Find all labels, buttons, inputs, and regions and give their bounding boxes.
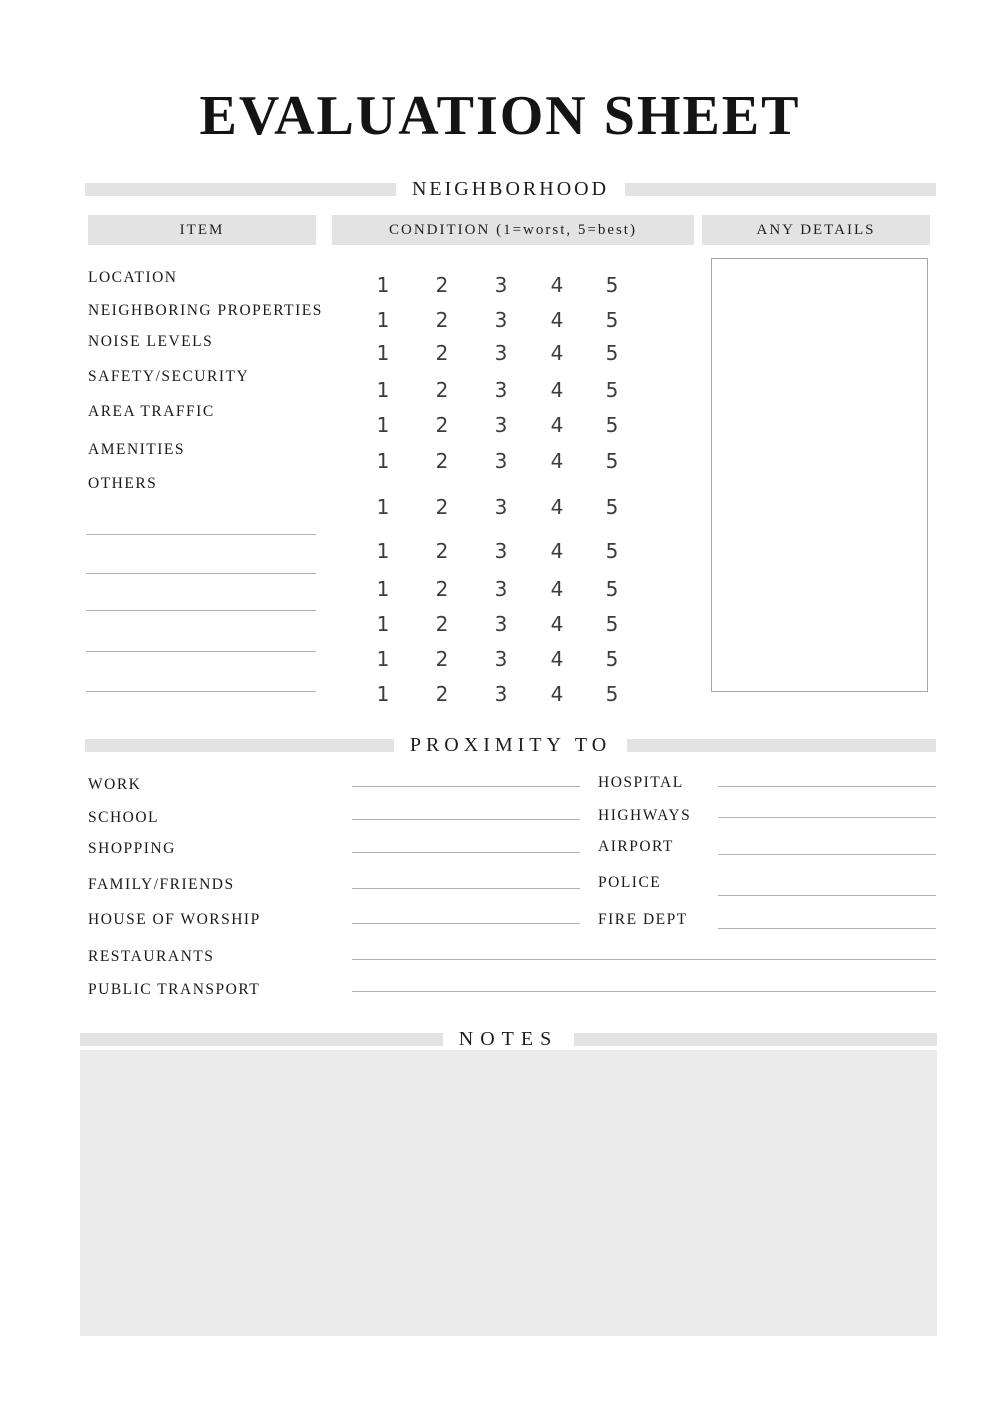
proximity-label: SHOPPING	[88, 840, 176, 857]
any-details-box[interactable]	[711, 258, 928, 692]
rating-option-4[interactable]: 4	[550, 413, 564, 437]
rating-option-1[interactable]: 1	[376, 341, 390, 365]
proximity-section-header	[85, 731, 936, 759]
rating-row	[332, 377, 694, 403]
item-label: SAFETY/SECURITY	[88, 368, 250, 385]
rating-option-4[interactable]: 4	[550, 449, 564, 473]
rating-option-2[interactable]: 2	[435, 647, 449, 671]
proximity-label: POLICE	[598, 874, 662, 891]
rating-option-1[interactable]: 1	[376, 413, 390, 437]
rating-option-1[interactable]: 1	[376, 612, 390, 636]
proximity-line[interactable]	[352, 959, 936, 960]
rating-option-2[interactable]: 2	[435, 449, 449, 473]
item-label: NOISE LEVELS	[88, 333, 214, 350]
proximity-label: PUBLIC TRANSPORT	[88, 981, 261, 998]
proximity-label: SCHOOL	[88, 809, 160, 826]
rating-option-2[interactable]: 2	[435, 682, 449, 706]
item-blank-line[interactable]	[86, 534, 316, 535]
rating-option-5[interactable]: 5	[605, 378, 619, 402]
rating-option-3[interactable]: 3	[494, 449, 508, 473]
proximity-line[interactable]	[718, 895, 936, 896]
item-label: NEIGHBORING PROPERTIES	[88, 302, 323, 319]
rating-option-3[interactable]: 3	[494, 273, 508, 297]
proximity-label: RESTAURANTS	[88, 948, 215, 965]
proximity-line[interactable]	[352, 786, 580, 787]
item-label: AMENITIES	[88, 441, 186, 458]
rating-row	[332, 340, 694, 366]
rating-option-5[interactable]: 5	[605, 612, 619, 636]
rating-option-4[interactable]: 4	[550, 612, 564, 636]
proximity-line[interactable]	[352, 888, 580, 889]
rating-option-4[interactable]: 4	[550, 378, 564, 402]
rating-option-3[interactable]: 3	[494, 495, 508, 519]
rating-option-2[interactable]: 2	[435, 413, 449, 437]
rating-option-4[interactable]: 4	[550, 682, 564, 706]
column-header-any-details: ANY DETAILS	[702, 215, 930, 245]
rating-row	[332, 538, 694, 564]
rating-option-3[interactable]: 3	[494, 647, 508, 671]
rating-option-1[interactable]: 1	[376, 647, 390, 671]
rating-option-5[interactable]: 5	[605, 539, 619, 563]
rating-option-4[interactable]: 4	[550, 308, 564, 332]
proximity-label: HOSPITAL	[598, 774, 684, 791]
rating-option-3[interactable]: 3	[494, 682, 508, 706]
column-header-item: ITEM	[88, 215, 316, 245]
rating-option-3[interactable]: 3	[494, 577, 508, 601]
item-blank-line[interactable]	[86, 573, 316, 574]
rating-option-1[interactable]: 1	[376, 308, 390, 332]
column-header-condition: CONDITION (1=worst, 5=best)	[332, 215, 694, 245]
neighborhood-section-header	[85, 175, 936, 203]
rating-row	[332, 611, 694, 637]
rating-row	[332, 448, 694, 474]
rating-option-2[interactable]: 2	[435, 341, 449, 365]
rating-option-5[interactable]: 5	[605, 413, 619, 437]
rating-option-2[interactable]: 2	[435, 577, 449, 601]
proximity-line[interactable]	[718, 817, 936, 818]
rating-row	[332, 576, 694, 602]
rating-option-3[interactable]: 3	[494, 341, 508, 365]
rating-option-1[interactable]: 1	[376, 682, 390, 706]
rating-option-5[interactable]: 5	[605, 647, 619, 671]
rating-option-1[interactable]: 1	[376, 495, 390, 519]
notes-section-header	[80, 1025, 937, 1053]
rating-option-3[interactable]: 3	[494, 612, 508, 636]
proximity-line[interactable]	[718, 854, 936, 855]
rating-option-2[interactable]: 2	[435, 378, 449, 402]
proximity-label: HOUSE OF WORSHIP	[88, 911, 261, 928]
neighborhood-section-label: NEIGHBORHOOD	[396, 177, 625, 202]
proximity-line[interactable]	[352, 852, 580, 853]
page-title: EVALUATION SHEET	[199, 85, 801, 147]
rating-option-2[interactable]: 2	[435, 273, 449, 297]
rating-option-5[interactable]: 5	[605, 495, 619, 519]
rating-row	[332, 681, 694, 707]
rating-option-3[interactable]: 3	[494, 413, 508, 437]
item-label: AREA TRAFFIC	[88, 403, 215, 420]
rating-option-4[interactable]: 4	[550, 647, 564, 671]
rating-option-1[interactable]: 1	[376, 539, 390, 563]
proximity-label: HIGHWAYS	[598, 807, 692, 824]
rating-option-5[interactable]: 5	[605, 577, 619, 601]
rating-option-1[interactable]: 1	[376, 273, 390, 297]
item-blank-line[interactable]	[86, 691, 316, 692]
proximity-line[interactable]	[352, 923, 580, 924]
rating-option-3[interactable]: 3	[494, 378, 508, 402]
rating-option-2[interactable]: 2	[435, 612, 449, 636]
rating-option-2[interactable]: 2	[435, 495, 449, 519]
rating-row	[332, 494, 694, 520]
proximity-line[interactable]	[718, 786, 936, 787]
proximity-label: WORK	[88, 776, 142, 793]
rating-option-4[interactable]: 4	[550, 273, 564, 297]
rating-option-4[interactable]: 4	[550, 577, 564, 601]
rating-option-2[interactable]: 2	[435, 308, 449, 332]
proximity-label: AIRPORT	[598, 838, 674, 855]
proximity-label: FAMILY/FRIENDS	[88, 876, 235, 893]
item-label: LOCATION	[88, 269, 178, 286]
rating-option-5[interactable]: 5	[605, 308, 619, 332]
rating-option-4[interactable]: 4	[550, 341, 564, 365]
rating-option-1[interactable]: 1	[376, 449, 390, 473]
item-label: OTHERS	[88, 475, 158, 492]
proximity-label: FIRE DEPT	[598, 911, 688, 928]
rating-row	[332, 272, 694, 298]
item-blank-line[interactable]	[86, 651, 316, 652]
rating-option-5[interactable]: 5	[605, 682, 619, 706]
item-blank-line[interactable]	[86, 610, 316, 611]
rating-option-3[interactable]: 3	[494, 308, 508, 332]
rating-option-4[interactable]: 4	[550, 539, 564, 563]
proximity-section-label: PROXIMITY TO	[394, 733, 627, 758]
rating-row	[332, 412, 694, 438]
rating-option-5[interactable]: 5	[605, 449, 619, 473]
proximity-line[interactable]	[352, 819, 580, 820]
rating-option-3[interactable]: 3	[494, 539, 508, 563]
rating-option-4[interactable]: 4	[550, 495, 564, 519]
notes-section-label: NOTES	[443, 1027, 574, 1052]
rating-option-1[interactable]: 1	[376, 378, 390, 402]
rating-option-5[interactable]: 5	[605, 273, 619, 297]
rating-row	[332, 307, 694, 333]
notes-area[interactable]	[80, 1050, 937, 1336]
rating-option-1[interactable]: 1	[376, 577, 390, 601]
rating-row	[332, 646, 694, 672]
proximity-line[interactable]	[718, 928, 936, 929]
rating-option-5[interactable]: 5	[605, 341, 619, 365]
proximity-line[interactable]	[352, 991, 936, 992]
rating-option-2[interactable]: 2	[435, 539, 449, 563]
